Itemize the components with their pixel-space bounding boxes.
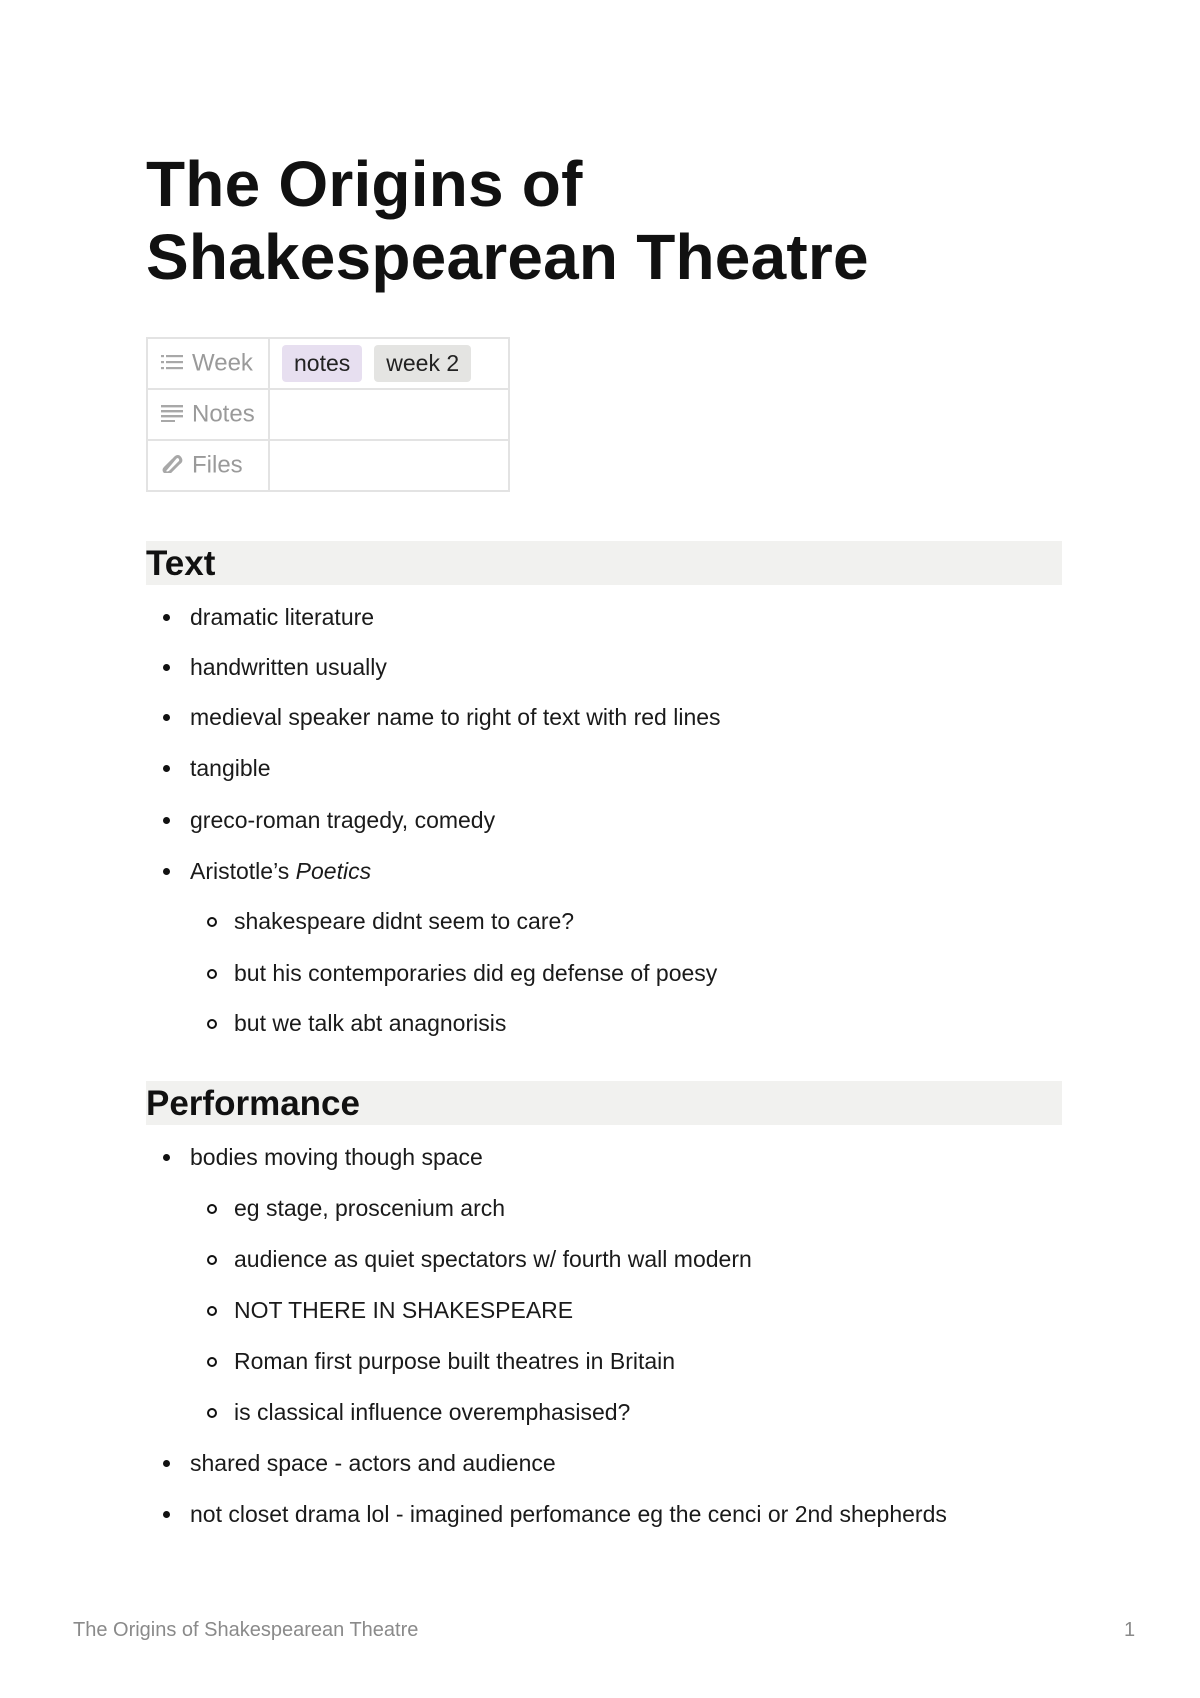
list-item: bodies moving though space [146, 1143, 1062, 1171]
property-value-notes[interactable] [269, 389, 509, 440]
properties-table [146, 337, 510, 492]
list-item: Roman first purpose built theatres in Britain [146, 1347, 1062, 1375]
tag-notes[interactable]: notes [282, 345, 362, 382]
list-item-text: Aristotle’s [190, 858, 296, 884]
list-item: greco-roman tragedy, comedy [146, 806, 1062, 834]
tag-week-2[interactable]: week 2 [374, 345, 471, 382]
footer-page-number: 1 [1124, 1619, 1136, 1641]
property-name-notes [147, 389, 269, 440]
list-item: but his contemporaries did eg defense of poesy [146, 959, 1062, 987]
property-row-week [147, 338, 509, 389]
property-name-week [147, 338, 269, 389]
section-heading-performance: Performance [146, 1081, 1062, 1125]
list-item: audience as quiet spectators w/ fourth wall modern [146, 1245, 1062, 1273]
bullet-list-text [146, 603, 1062, 1037]
text-lines-icon [161, 401, 183, 429]
list-item: tangible [146, 754, 1062, 782]
property-label: Week [192, 349, 253, 377]
property-label: Files [192, 451, 243, 479]
list-item: handwritten usually [146, 653, 1062, 681]
list-item: medieval speaker name to right of text with red lines [146, 703, 1062, 731]
property-row-notes [147, 389, 509, 440]
list-item: not closet drama lol - imagined perfomance eg the cenci or 2nd shepherds [146, 1500, 1062, 1528]
list-item: dramatic literature [146, 603, 1062, 631]
property-value-files[interactable] [269, 440, 509, 491]
list-item-italic-text: Poetics [295, 858, 372, 884]
list-item: shared space - actors and audience [146, 1449, 1062, 1477]
property-label: Notes [192, 400, 255, 428]
property-row-files [147, 440, 509, 491]
page-title: The Origins of Shakespearean Theatre [146, 148, 869, 293]
list-item: is classical influence overemphasised? [146, 1398, 1062, 1426]
list-item: shakespeare didnt seem to care? [146, 907, 1062, 935]
property-value-week[interactable] [269, 338, 509, 389]
list-item: NOT THERE IN SHAKESPEARE [146, 1296, 1062, 1324]
property-name-files [147, 440, 269, 491]
footer-title: The Origins of Shakespearean Theatre [73, 1619, 419, 1641]
list-item [146, 857, 1062, 885]
section-heading-text: Text [146, 541, 1062, 585]
list-item: eg stage, proscenium arch [146, 1194, 1062, 1222]
bullet-list-performance [146, 1143, 1062, 1528]
list-icon [161, 350, 183, 378]
paperclip-icon [161, 452, 183, 480]
list-item: but we talk abt anagnorisis [146, 1009, 1062, 1037]
